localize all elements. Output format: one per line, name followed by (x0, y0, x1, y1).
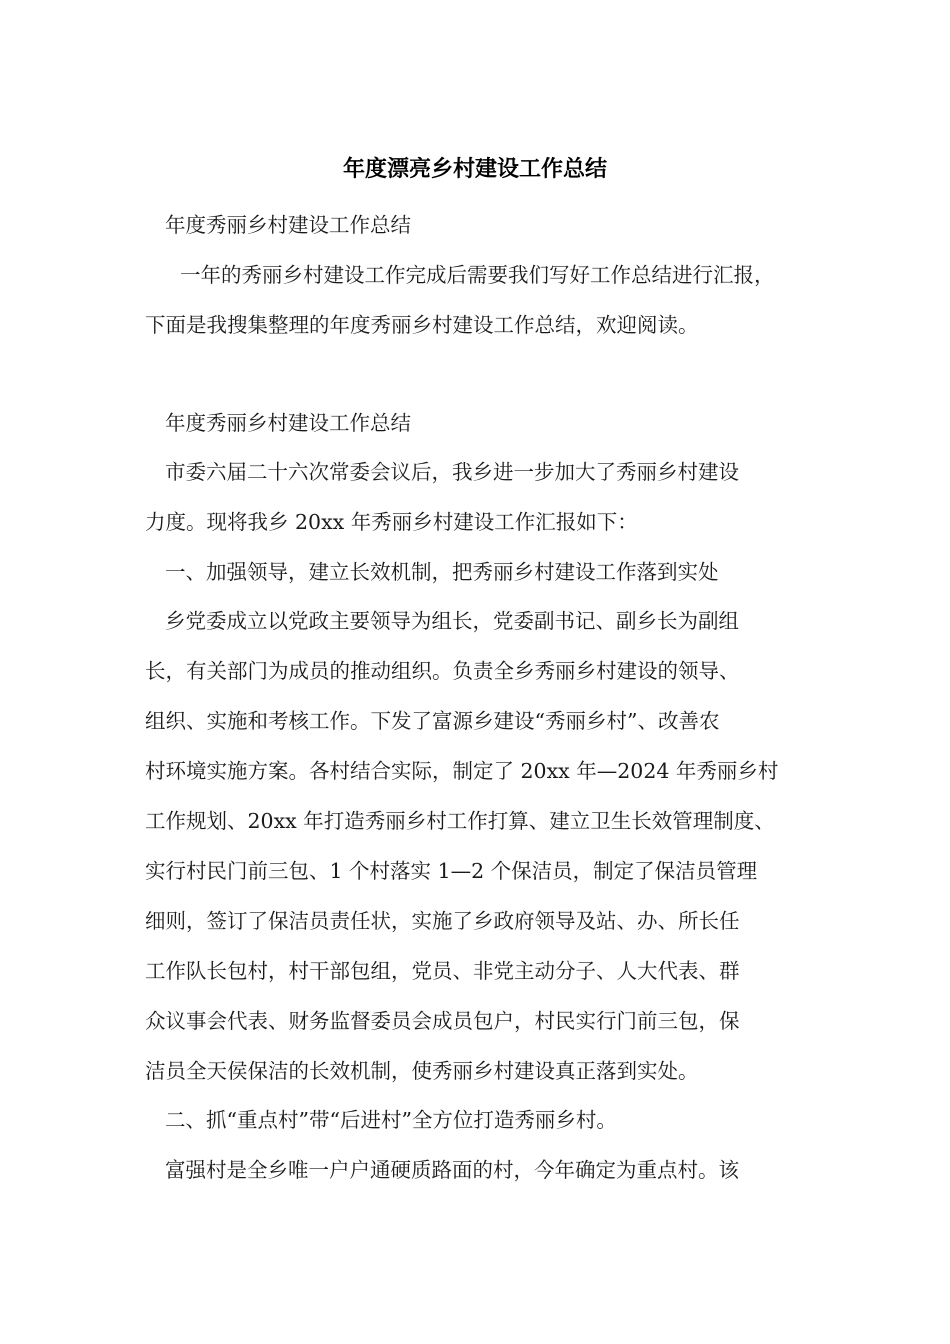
paragraph-line: 市委六届二十六次常委会议后，我乡进一步加大了秀丽乡村建设 (165, 460, 739, 484)
section-heading: 年度秀丽乡村建设工作总结 (165, 411, 411, 435)
document-title: 年度漂亮乡村建设工作总结 (342, 157, 607, 182)
paragraph-line: 细则，签订了保洁员责任状，实施了乡政府领导及站、办、所长任 (145, 909, 740, 933)
paragraph-line: 富强村是全乡唯一户户通硬质路面的村，今年确定为重点村。该 (165, 1158, 739, 1182)
paragraph-line: 长，有关部门为成员的推动组织。负责全乡秀丽乡村建设的领导、 (145, 659, 740, 683)
subheading: 二、抓“重点村”带“后进村”全方位打造秀丽乡村。 (165, 1108, 617, 1132)
paragraph-line: 组织、实施和考核工作。下发了富源乡建设“秀丽乡村”、改善农 (145, 709, 720, 733)
paragraph-line: 村环境实施方案。各村结合实际，制定了 20xx 年—2024 年秀丽乡村 (145, 759, 779, 783)
paragraph-line: 力度。现将我乡 20xx 年秀丽乡村建设工作汇报如下： (145, 510, 638, 534)
paragraph-line: 实行村民门前三包、1 个村落实 1—2 个保洁员，制定了保洁员管理 (145, 859, 758, 883)
intro-line: 一年的秀丽乡村建设工作完成后需要我们写好工作总结进行汇报， (180, 263, 775, 287)
intro-line: 下面是我搜集整理的年度秀丽乡村建设工作总结，欢迎阅读。 (145, 313, 699, 337)
paragraph-line: 洁员全天侯保洁的长效机制，使秀丽乡村建设真正落到实处。 (145, 1059, 699, 1083)
section-heading: 年度秀丽乡村建设工作总结 (165, 213, 411, 237)
paragraph-line: 众议事会代表、财务监督委员会成员包户，村民实行门前三包，保 (145, 1009, 740, 1033)
paragraph-line: 工作队长包村，村干部包组，党员、非党主动分子、人大代表、群 (145, 959, 740, 983)
paragraph-line: 乡党委成立以党政主要领导为组长，党委副书记、副乡长为副组 (165, 609, 739, 633)
paragraph-line: 工作规划、20xx 年打造秀丽乡村工作打算、建立卫生长效管理制度、 (145, 809, 775, 833)
subheading: 一、加强领导，建立长效机制，把秀丽乡村建设工作落到实处 (165, 560, 719, 584)
